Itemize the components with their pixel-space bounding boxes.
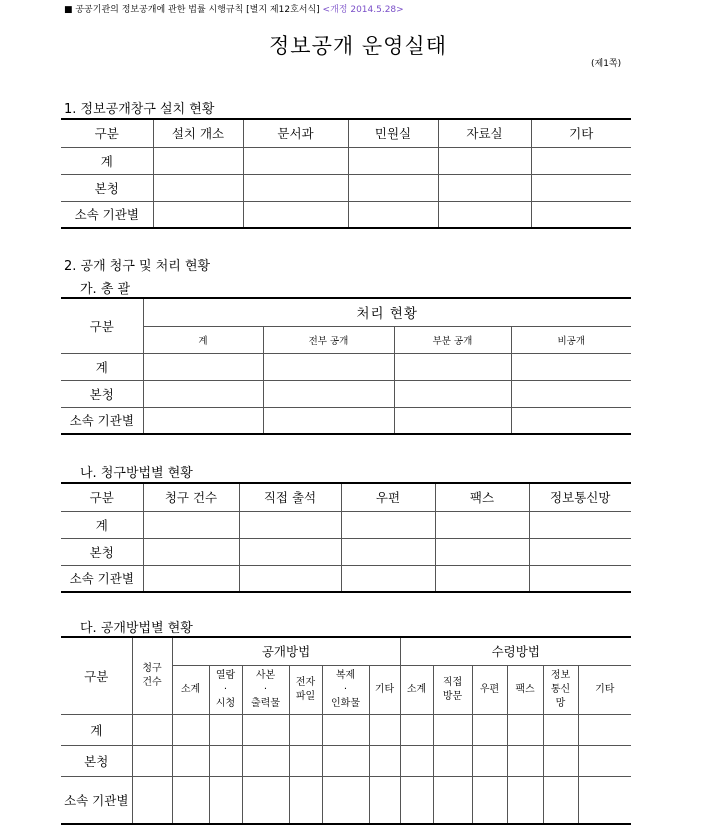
input-cell[interactable] <box>531 147 631 174</box>
input-cell[interactable] <box>511 407 631 434</box>
input-cell[interactable] <box>143 511 239 538</box>
column-header: 전부 공개 <box>263 326 394 353</box>
row-label: 소속 기관별 <box>61 776 132 824</box>
input-cell[interactable] <box>132 714 172 745</box>
input-cell[interactable] <box>438 201 531 228</box>
column-header: 청구 건수 <box>132 637 172 714</box>
column-header: 사본 · 출력물 <box>242 665 289 714</box>
column-header: 기타 <box>531 119 631 147</box>
section2-heading: 2. 공개 청구 및 처리 현황 <box>64 259 211 274</box>
revision-date: <개정 2014.5.28> <box>322 5 404 15</box>
row-label: 본청 <box>61 380 143 407</box>
input-cell[interactable] <box>543 776 578 824</box>
input-cell[interactable] <box>433 776 472 824</box>
input-cell[interactable] <box>435 565 529 592</box>
input-cell[interactable] <box>507 714 543 745</box>
input-cell[interactable] <box>172 745 209 776</box>
window-installation-table <box>61 118 631 229</box>
input-cell[interactable] <box>507 745 543 776</box>
input-cell[interactable] <box>433 714 472 745</box>
input-cell[interactable] <box>153 201 243 228</box>
input-cell[interactable] <box>263 407 394 434</box>
column-header: 구분 <box>61 637 132 714</box>
input-cell[interactable] <box>322 776 369 824</box>
input-cell[interactable] <box>239 511 341 538</box>
input-cell[interactable] <box>400 714 433 745</box>
row-label: 본청 <box>61 538 143 565</box>
request-method-table <box>61 482 631 593</box>
column-header: 팩스 <box>507 665 543 714</box>
column-header: 부분 공개 <box>394 326 511 353</box>
input-cell[interactable] <box>143 407 263 434</box>
column-header: 설치 개소 <box>153 119 243 147</box>
form-header <box>64 2 404 15</box>
row-label: 계 <box>61 353 143 380</box>
input-cell[interactable] <box>263 353 394 380</box>
input-cell[interactable] <box>263 380 394 407</box>
input-cell[interactable] <box>289 714 322 745</box>
input-cell[interactable] <box>239 538 341 565</box>
input-cell[interactable] <box>132 776 172 824</box>
column-header: 복제 · 인화물 <box>322 665 369 714</box>
column-header: 소계 <box>400 665 433 714</box>
column-header: 민원실 <box>348 119 438 147</box>
column-header: 계 <box>143 326 263 353</box>
column-header: 우편 <box>472 665 507 714</box>
input-cell[interactable] <box>348 201 438 228</box>
input-cell[interactable] <box>433 745 472 776</box>
column-header: 청구 건수 <box>143 483 239 511</box>
input-cell[interactable] <box>143 565 239 592</box>
column-header: 정보통신망 <box>529 483 631 511</box>
input-cell[interactable] <box>242 714 289 745</box>
input-cell[interactable] <box>239 565 341 592</box>
input-cell[interactable] <box>143 353 263 380</box>
input-cell[interactable] <box>242 776 289 824</box>
page-title: 정보공개 운영실태 <box>269 34 447 58</box>
column-header: 팩스 <box>435 483 529 511</box>
input-cell[interactable] <box>172 714 209 745</box>
input-cell[interactable] <box>472 745 507 776</box>
input-cell[interactable] <box>529 538 631 565</box>
input-cell[interactable] <box>438 174 531 201</box>
section2a-heading: 가. 총 괄 <box>80 282 131 297</box>
input-cell[interactable] <box>348 147 438 174</box>
input-cell[interactable] <box>209 776 242 824</box>
column-group-header: 공개방법 <box>172 637 400 665</box>
column-header: 구분 <box>61 483 143 511</box>
column-group-header: 처리 현황 <box>143 298 631 326</box>
input-cell[interactable] <box>435 538 529 565</box>
input-cell[interactable] <box>348 174 438 201</box>
column-header: 구분 <box>61 298 143 353</box>
input-cell[interactable] <box>438 147 531 174</box>
input-cell[interactable] <box>341 511 435 538</box>
input-cell[interactable] <box>341 565 435 592</box>
input-cell[interactable] <box>578 714 631 745</box>
column-header: 구분 <box>61 119 153 147</box>
row-label: 본청 <box>61 745 132 776</box>
column-header: 기타 <box>578 665 631 714</box>
input-cell[interactable] <box>289 776 322 824</box>
row-label: 본청 <box>61 174 153 201</box>
input-cell[interactable] <box>394 353 511 380</box>
row-label: 소속 기관별 <box>61 201 153 228</box>
input-cell[interactable] <box>472 776 507 824</box>
input-cell[interactable] <box>289 745 322 776</box>
input-cell[interactable] <box>143 380 263 407</box>
summary-table <box>61 297 631 435</box>
column-header: 비공개 <box>511 326 631 353</box>
column-header: 자료실 <box>438 119 531 147</box>
input-cell[interactable] <box>400 745 433 776</box>
input-cell[interactable] <box>435 511 529 538</box>
input-cell[interactable] <box>472 714 507 745</box>
row-label: 소속 기관별 <box>61 407 143 434</box>
input-cell[interactable] <box>209 714 242 745</box>
section1-heading: 1. 정보공개창구 설치 현황 <box>64 102 215 117</box>
input-cell[interactable] <box>243 174 348 201</box>
form-header-note: ■ 공공기관의 정보공개에 관한 법률 시행규칙 [별지 제12호서식] <box>64 5 320 15</box>
column-header: 직접 방문 <box>433 665 472 714</box>
column-header: 문서과 <box>243 119 348 147</box>
input-cell[interactable] <box>507 776 543 824</box>
column-header: 직접 출석 <box>239 483 341 511</box>
column-header: 전자 파일 <box>289 665 322 714</box>
disclosure-method-table <box>61 636 631 825</box>
input-cell[interactable] <box>529 565 631 592</box>
page-number: (제1쪽) <box>591 59 622 69</box>
input-cell[interactable] <box>394 407 511 434</box>
input-cell[interactable] <box>543 714 578 745</box>
row-label: 소속 기관별 <box>61 565 143 592</box>
input-cell[interactable] <box>529 511 631 538</box>
section2b-heading: 나. 청구방법별 현황 <box>80 466 193 481</box>
column-header: 정보 통신 망 <box>543 665 578 714</box>
row-label: 계 <box>61 714 132 745</box>
column-header: 소계 <box>172 665 209 714</box>
input-cell[interactable] <box>394 380 511 407</box>
input-cell[interactable] <box>143 538 239 565</box>
input-cell[interactable] <box>209 745 242 776</box>
input-cell[interactable] <box>132 745 172 776</box>
input-cell[interactable] <box>243 147 348 174</box>
input-cell[interactable] <box>243 201 348 228</box>
input-cell[interactable] <box>543 745 578 776</box>
input-cell[interactable] <box>369 745 400 776</box>
input-cell[interactable] <box>511 380 631 407</box>
input-cell[interactable] <box>578 745 631 776</box>
column-header: 열람 · 시청 <box>209 665 242 714</box>
column-header: 우편 <box>341 483 435 511</box>
row-label: 계 <box>61 511 143 538</box>
input-cell[interactable] <box>153 174 243 201</box>
column-header: 기타 <box>369 665 400 714</box>
column-group-header: 수령방법 <box>400 637 631 665</box>
input-cell[interactable] <box>531 174 631 201</box>
input-cell[interactable] <box>369 714 400 745</box>
row-label: 계 <box>61 147 153 174</box>
input-cell[interactable] <box>153 147 243 174</box>
input-cell[interactable] <box>322 745 369 776</box>
input-cell[interactable] <box>341 538 435 565</box>
input-cell[interactable] <box>242 745 289 776</box>
input-cell[interactable] <box>322 714 369 745</box>
input-cell[interactable] <box>172 776 209 824</box>
input-cell[interactable] <box>400 776 433 824</box>
input-cell[interactable] <box>511 353 631 380</box>
input-cell[interactable] <box>578 776 631 824</box>
section2c-heading: 다. 공개방법별 현황 <box>80 621 193 636</box>
input-cell[interactable] <box>369 776 400 824</box>
input-cell[interactable] <box>531 201 631 228</box>
